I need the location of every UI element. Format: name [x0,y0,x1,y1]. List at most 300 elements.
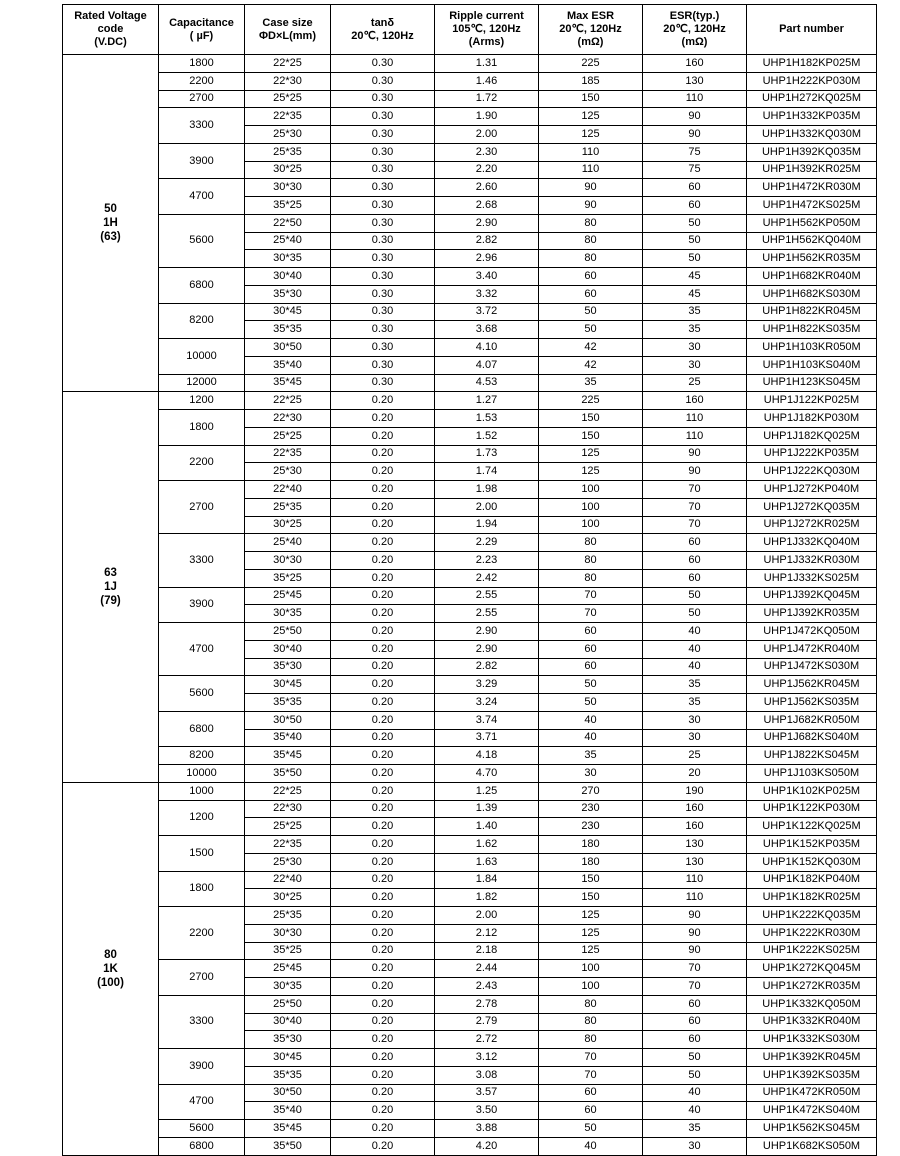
header-line: ESR(typ.) [669,10,720,22]
tan-delta-cell: 0.20 [331,534,435,552]
tan-delta-cell: 0.20 [331,445,435,463]
max-esr-cell: 50 [539,303,643,321]
esr-typ-cell: 60 [643,179,747,197]
esr-typ-cell: 30 [643,729,747,747]
esr-typ-cell: 60 [643,1013,747,1031]
esr-typ-cell: 110 [643,90,747,108]
ripple-current-cell: 3.24 [435,694,539,712]
tan-delta-cell: 0.30 [331,303,435,321]
ripple-current-cell: 1.40 [435,818,539,836]
header-line: 105℃, 120Hz [452,23,521,35]
max-esr-cell: 225 [539,392,643,410]
header-line: ΦD×L(mm) [258,29,316,42]
case-size-cell: 25*25 [245,427,331,445]
header-case-size [245,5,331,55]
max-esr-cell: 42 [539,339,643,357]
max-esr-cell: 80 [539,1031,643,1049]
table-row [63,782,877,800]
max-esr-cell: 70 [539,587,643,605]
table-row [63,1120,877,1138]
capacitance-cell: 8200 [159,747,245,765]
esr-typ-cell: 75 [643,143,747,161]
esr-typ-cell: 70 [643,498,747,516]
capacitance-cell: 5600 [159,676,245,712]
max-esr-cell: 80 [539,1013,643,1031]
part-number-cell: UHP1K122KQ025M [747,818,877,836]
capacitance-cell: 6800 [159,1137,245,1155]
capacitance-cell: 3900 [159,143,245,179]
tan-delta-cell: 0.20 [331,1013,435,1031]
ripple-current-cell: 2.00 [435,498,539,516]
part-number-cell: UHP1J822KS045M [747,747,877,765]
tan-delta-cell: 0.30 [331,268,435,286]
max-esr-cell: 60 [539,268,643,286]
tan-delta-cell: 0.20 [331,1031,435,1049]
part-number-cell: UHP1J182KQ025M [747,427,877,445]
tan-delta-cell: 0.20 [331,765,435,783]
table-row [63,995,877,1013]
ripple-current-cell: 1.52 [435,427,539,445]
tan-delta-cell: 0.20 [331,995,435,1013]
esr-typ-cell: 60 [643,1031,747,1049]
table-row [63,268,877,286]
part-number-cell: UHP1K182KR025M [747,889,877,907]
max-esr-cell: 60 [539,1084,643,1102]
header-tan-delta [331,5,435,55]
table-row [63,445,877,463]
tan-delta-cell: 0.20 [331,978,435,996]
rated-voltage-line: 1H [103,217,118,230]
table-row [63,179,877,197]
rated-voltage-line: (79) [100,595,121,607]
tan-delta-cell: 0.20 [331,552,435,570]
case-size-cell: 35*30 [245,1031,331,1049]
header-line: Ripple current [449,10,524,22]
part-number-cell: UHP1H392KQ035M [747,143,877,161]
capacitance-cell: 3300 [159,534,245,587]
ripple-current-cell: 1.90 [435,108,539,126]
max-esr-cell: 150 [539,410,643,428]
part-number-cell: UHP1K472KR050M [747,1084,877,1102]
tan-delta-cell: 0.30 [331,55,435,73]
esr-typ-cell: 130 [643,72,747,90]
tan-delta-cell: 0.20 [331,711,435,729]
ripple-current-cell: 1.94 [435,516,539,534]
case-size-cell: 25*30 [245,853,331,871]
part-number-cell: UHP1K332KR040M [747,1013,877,1031]
ripple-current-cell: 1.82 [435,889,539,907]
ripple-current-cell: 1.72 [435,90,539,108]
max-esr-cell: 70 [539,1049,643,1067]
ripple-current-cell: 1.84 [435,871,539,889]
ripple-current-cell: 2.96 [435,250,539,268]
case-size-cell: 30*35 [245,250,331,268]
max-esr-cell: 80 [539,569,643,587]
esr-typ-cell: 40 [643,623,747,641]
esr-typ-cell: 30 [643,356,747,374]
ripple-current-cell: 2.43 [435,978,539,996]
table-row [63,214,877,232]
case-size-cell: 30*45 [245,676,331,694]
case-size-cell: 35*40 [245,1102,331,1120]
part-number-cell: UHP1H392KR025M [747,161,877,179]
table-row [63,303,877,321]
esr-typ-cell: 35 [643,676,747,694]
table-row [63,72,877,90]
rated-voltage-cell [63,782,159,1155]
tan-delta-cell: 0.30 [331,108,435,126]
part-number-cell: UHP1J332KS025M [747,569,877,587]
capacitance-cell: 10000 [159,339,245,375]
table-row [63,339,877,357]
table-row [63,747,877,765]
esr-typ-cell: 90 [643,108,747,126]
table-row [63,587,877,605]
header-line: Capacitance [169,16,234,29]
part-number-cell: UHP1K272KR035M [747,978,877,996]
rated-voltage-cell [63,392,159,783]
esr-typ-cell: 20 [643,765,747,783]
header-line: (mΩ) [577,36,604,48]
case-size-cell: 35*45 [245,747,331,765]
ripple-current-cell: 2.30 [435,143,539,161]
case-size-cell: 25*45 [245,960,331,978]
table-row [63,410,877,428]
esr-typ-cell: 160 [643,55,747,73]
part-number-cell: UHP1J272KP040M [747,481,877,499]
tan-delta-cell: 0.30 [331,72,435,90]
esr-typ-cell: 40 [643,640,747,658]
part-number-cell: UHP1H472KS025M [747,197,877,215]
header-line: Part number [779,23,844,35]
capacitance-cell: 3300 [159,995,245,1048]
part-number-cell: UHP1H682KS030M [747,285,877,303]
ripple-current-cell: 3.12 [435,1049,539,1067]
ripple-current-cell: 1.73 [435,445,539,463]
case-size-cell: 35*50 [245,765,331,783]
tan-delta-cell: 0.20 [331,907,435,925]
ripple-current-cell: 3.29 [435,676,539,694]
max-esr-cell: 35 [539,374,643,392]
ripple-current-cell: 2.72 [435,1031,539,1049]
case-size-cell: 30*40 [245,268,331,286]
ripple-current-cell: 1.63 [435,853,539,871]
part-number-cell: UHP1J332KR030M [747,552,877,570]
table-row [63,800,877,818]
ripple-current-cell: 4.18 [435,747,539,765]
esr-typ-cell: 70 [643,978,747,996]
part-number-cell: UHP1J222KP035M [747,445,877,463]
header-line: ( µF) [189,29,214,42]
case-size-cell: 30*25 [245,161,331,179]
esr-typ-cell: 60 [643,197,747,215]
ripple-current-cell: 1.46 [435,72,539,90]
ripple-current-cell: 2.90 [435,623,539,641]
esr-typ-cell: 35 [643,694,747,712]
esr-typ-cell: 70 [643,960,747,978]
part-number-cell: UHP1J222KQ030M [747,463,877,481]
esr-typ-cell: 50 [643,1049,747,1067]
tan-delta-cell: 0.20 [331,498,435,516]
case-size-cell: 25*30 [245,463,331,481]
esr-typ-cell: 190 [643,782,747,800]
part-number-cell: UHP1K472KS040M [747,1102,877,1120]
tan-delta-cell: 0.30 [331,321,435,339]
part-number-cell: UHP1J392KR035M [747,605,877,623]
header-line: Case size [262,16,313,29]
max-esr-cell: 180 [539,853,643,871]
header-part-number [747,5,877,55]
ripple-current-cell: 3.08 [435,1066,539,1084]
table-row [63,55,877,73]
max-esr-cell: 125 [539,942,643,960]
tan-delta-cell: 0.20 [331,463,435,481]
capacitance-cell: 4700 [159,1084,245,1120]
esr-typ-cell: 50 [643,214,747,232]
esr-typ-cell: 50 [643,250,747,268]
esr-typ-cell: 90 [643,126,747,144]
part-number-cell: UHP1J562KR045M [747,676,877,694]
case-size-cell: 30*50 [245,1084,331,1102]
ripple-current-cell: 2.79 [435,1013,539,1031]
table-row [63,534,877,552]
tan-delta-cell: 0.30 [331,197,435,215]
ripple-current-cell: 2.60 [435,179,539,197]
part-number-cell: UHP1K222KR030M [747,924,877,942]
esr-typ-cell: 90 [643,924,747,942]
max-esr-cell: 90 [539,197,643,215]
table-row [63,676,877,694]
max-esr-cell: 150 [539,427,643,445]
max-esr-cell: 100 [539,960,643,978]
header-capacitance [159,5,245,55]
tan-delta-cell: 0.20 [331,1137,435,1155]
part-number-cell: UHP1H822KR045M [747,303,877,321]
case-size-cell: 25*40 [245,232,331,250]
tan-delta-cell: 0.20 [331,694,435,712]
header-ripple-current [435,5,539,55]
part-number-cell: UHP1K102KP025M [747,782,877,800]
max-esr-cell: 50 [539,321,643,339]
part-number-cell: UHP1H682KR040M [747,268,877,286]
case-size-cell: 30*50 [245,339,331,357]
part-number-cell: UHP1H822KS035M [747,321,877,339]
part-number-cell: UHP1H562KP050M [747,214,877,232]
capacitance-cell: 4700 [159,179,245,215]
ripple-current-cell: 2.42 [435,569,539,587]
max-esr-cell: 80 [539,250,643,268]
case-size-cell: 35*25 [245,197,331,215]
max-esr-cell: 60 [539,285,643,303]
case-size-cell: 22*50 [245,214,331,232]
part-number-cell: UHP1H182KP025M [747,55,877,73]
table-row [63,481,877,499]
capacitance-cell: 2700 [159,90,245,108]
ripple-current-cell: 2.20 [435,161,539,179]
esr-typ-cell: 40 [643,1102,747,1120]
capacitance-cell: 3900 [159,1049,245,1085]
max-esr-cell: 70 [539,605,643,623]
table-row [63,374,877,392]
header-line: code [97,23,124,35]
esr-typ-cell: 75 [643,161,747,179]
esr-typ-cell: 60 [643,534,747,552]
part-number-cell: UHP1J682KS040M [747,729,877,747]
esr-typ-cell: 130 [643,853,747,871]
max-esr-cell: 270 [539,782,643,800]
esr-typ-cell: 110 [643,427,747,445]
header-row [63,5,877,55]
capacitance-cell: 1500 [159,836,245,872]
max-esr-cell: 35 [539,747,643,765]
part-number-cell: UHP1H103KR050M [747,339,877,357]
ripple-current-cell: 2.44 [435,960,539,978]
case-size-cell: 35*45 [245,374,331,392]
header-rated-voltage [63,5,159,55]
max-esr-cell: 60 [539,623,643,641]
tan-delta-cell: 0.20 [331,640,435,658]
part-number-cell: UHP1H332KQ030M [747,126,877,144]
ripple-current-cell: 4.20 [435,1137,539,1155]
table-body [63,55,877,1156]
capacitance-cell: 2200 [159,907,245,960]
case-size-cell: 30*35 [245,605,331,623]
rated-voltage-line: (100) [97,976,124,989]
case-size-cell: 25*30 [245,126,331,144]
capacitance-cell: 2200 [159,72,245,90]
tan-delta-cell: 0.20 [331,392,435,410]
esr-typ-cell: 70 [643,481,747,499]
esr-typ-cell: 30 [643,711,747,729]
tan-delta-cell: 0.20 [331,782,435,800]
ripple-current-cell: 3.88 [435,1120,539,1138]
max-esr-cell: 90 [539,179,643,197]
esr-typ-cell: 50 [643,232,747,250]
tan-delta-cell: 0.20 [331,960,435,978]
part-number-cell: UHP1K272KQ045M [747,960,877,978]
max-esr-cell: 125 [539,126,643,144]
ripple-current-cell: 1.31 [435,55,539,73]
tan-delta-cell: 0.20 [331,623,435,641]
table-row [63,765,877,783]
part-number-cell: UHP1K392KS035M [747,1066,877,1084]
ripple-current-cell: 4.70 [435,765,539,783]
esr-typ-cell: 35 [643,303,747,321]
capacitance-cell: 1800 [159,871,245,907]
case-size-cell: 30*25 [245,889,331,907]
table-row [63,1084,877,1102]
case-size-cell: 30*50 [245,711,331,729]
table-row [63,1049,877,1067]
max-esr-cell: 100 [539,516,643,534]
tan-delta-cell: 0.20 [331,836,435,854]
esr-typ-cell: 45 [643,268,747,286]
max-esr-cell: 125 [539,445,643,463]
case-size-cell: 35*25 [245,942,331,960]
capacitance-cell: 6800 [159,268,245,304]
part-number-cell: UHP1K122KP030M [747,800,877,818]
part-number-cell: UHP1K682KS050M [747,1137,877,1155]
max-esr-cell: 40 [539,729,643,747]
case-size-cell: 22*40 [245,481,331,499]
esr-typ-cell: 40 [643,658,747,676]
header-line: 20℃, 120Hz [663,23,726,35]
part-number-cell: UHP1J103KS050M [747,765,877,783]
header-line: 20℃, 120Hz [351,29,414,42]
part-number-cell: UHP1J562KS035M [747,694,877,712]
ripple-current-cell: 2.90 [435,640,539,658]
max-esr-cell: 125 [539,108,643,126]
part-number-cell: UHP1J472KR040M [747,640,877,658]
esr-typ-cell: 90 [643,463,747,481]
esr-typ-cell: 110 [643,410,747,428]
ripple-current-cell: 2.23 [435,552,539,570]
case-size-cell: 30*30 [245,179,331,197]
part-number-cell: UHP1K222KQ035M [747,907,877,925]
tan-delta-cell: 0.20 [331,1120,435,1138]
max-esr-cell: 60 [539,658,643,676]
capacitance-cell: 5600 [159,214,245,267]
rated-voltage-line: 50 [104,203,117,216]
max-esr-cell: 30 [539,765,643,783]
case-size-cell: 30*30 [245,552,331,570]
max-esr-cell: 70 [539,1066,643,1084]
ripple-current-cell: 2.12 [435,924,539,942]
table-row [63,1137,877,1155]
ripple-current-cell: 2.90 [435,214,539,232]
part-number-cell: UHP1J392KQ045M [747,587,877,605]
tan-delta-cell: 0.30 [331,126,435,144]
capacitance-cell: 1800 [159,410,245,446]
esr-typ-cell: 35 [643,321,747,339]
case-size-cell: 35*45 [245,1120,331,1138]
part-number-cell: UHP1K182KP040M [747,871,877,889]
ripple-current-cell: 1.39 [435,800,539,818]
max-esr-cell: 150 [539,889,643,907]
case-size-cell: 30*30 [245,924,331,942]
tan-delta-cell: 0.20 [331,427,435,445]
part-number-cell: UHP1H103KS040M [747,356,877,374]
table-row [63,392,877,410]
tan-delta-cell: 0.30 [331,232,435,250]
esr-typ-cell: 70 [643,516,747,534]
table-row [63,960,877,978]
spec-table [62,4,877,1156]
tan-delta-cell: 0.30 [331,179,435,197]
header-line: tanδ [370,16,395,29]
max-esr-cell: 100 [539,481,643,499]
rated-voltage-cell [63,55,159,392]
max-esr-cell: 125 [539,463,643,481]
tan-delta-cell: 0.20 [331,569,435,587]
case-size-cell: 35*30 [245,285,331,303]
table-row [63,907,877,925]
capacitance-cell: 8200 [159,303,245,339]
rated-voltage-line: 1K [103,962,118,975]
max-esr-cell: 125 [539,907,643,925]
max-esr-cell: 42 [539,356,643,374]
ripple-current-cell: 2.78 [435,995,539,1013]
max-esr-cell: 100 [539,498,643,516]
max-esr-cell: 230 [539,800,643,818]
ripple-current-cell: 2.00 [435,126,539,144]
max-esr-cell: 60 [539,640,643,658]
part-number-cell: UHP1H332KP035M [747,108,877,126]
table-row [63,871,877,889]
table-row [63,623,877,641]
max-esr-cell: 150 [539,871,643,889]
ripple-current-cell: 1.98 [435,481,539,499]
